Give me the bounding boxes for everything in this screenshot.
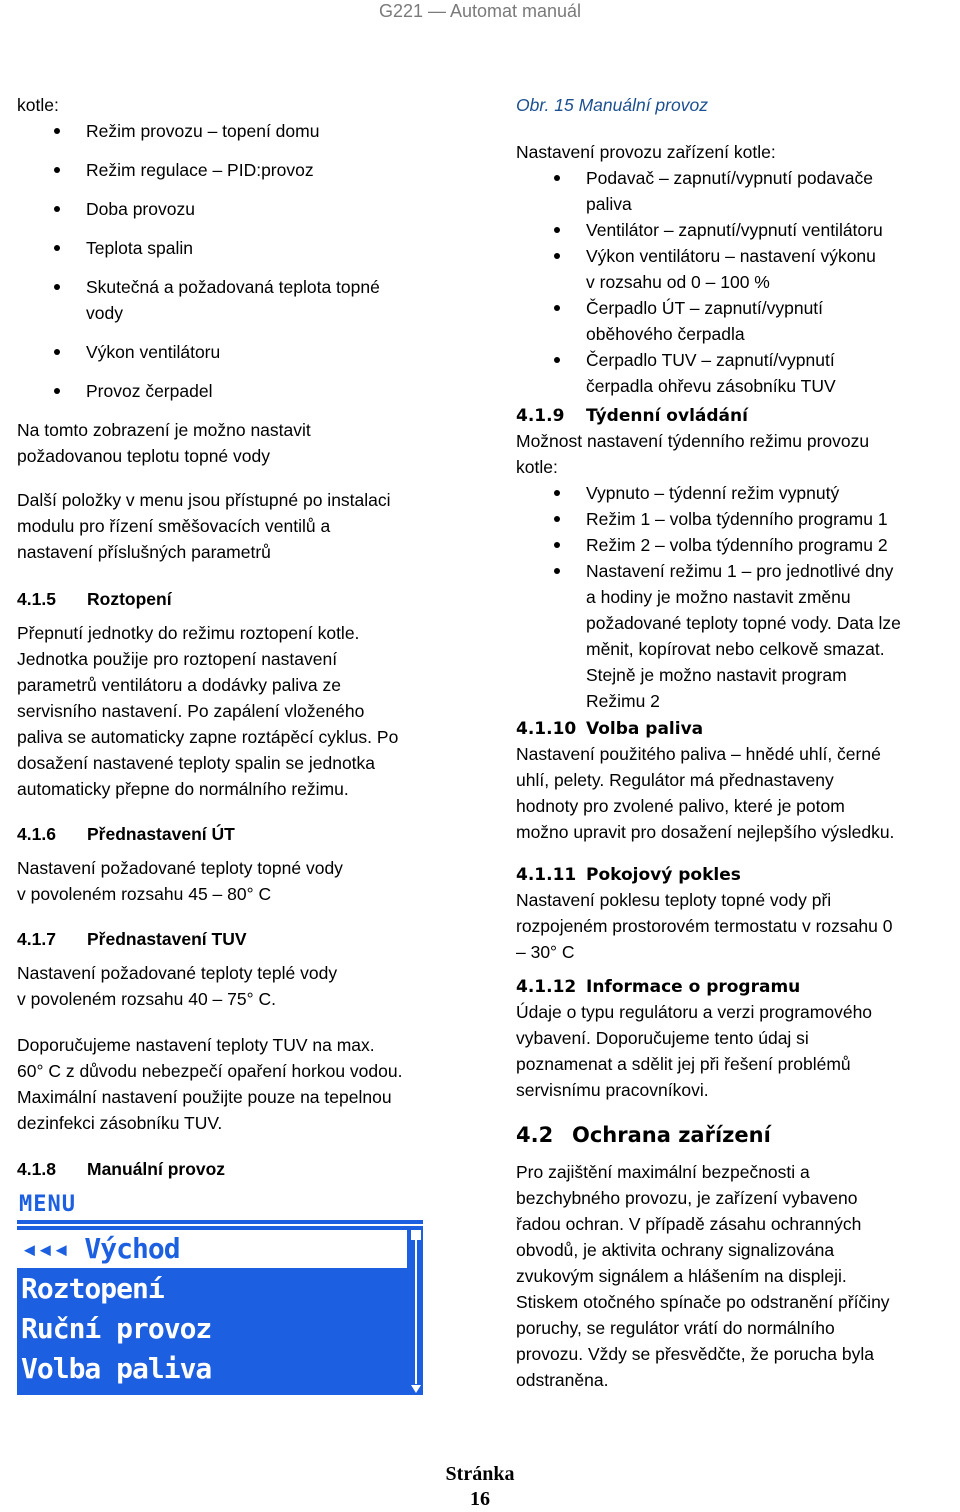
text-line: Nastavení poklesu teploty topné vody při	[516, 890, 832, 910]
list-item: Doba provozu	[17, 196, 457, 235]
right-intro	[516, 139, 946, 165]
text-line: požadovanou teplotu topné vody	[17, 446, 270, 466]
list-item: Režim provozu – topení domu	[17, 118, 457, 157]
bullet-icon	[54, 245, 60, 251]
bullet-icon	[54, 284, 60, 290]
scroll-down-arrow-icon	[411, 1385, 421, 1393]
bullet-icon	[554, 516, 560, 522]
text-line: možno upravit pro dosažení nejlepšího výsledku.	[516, 822, 895, 842]
left-paragraph-1	[17, 417, 457, 469]
bullet-icon	[554, 227, 560, 233]
text-line: provozu. Vždy se přesvědčte, že porucha byla	[516, 1344, 874, 1364]
text-line: Přepnutí jednotky do režimu roztopení kotle.	[17, 623, 360, 643]
text-line: servisního nastavení. Po zapálení vloženého	[17, 701, 365, 721]
lcd-divider	[17, 1220, 423, 1224]
list-item: Výkon ventilátoru	[17, 339, 457, 378]
list-item: Režim 1 – volba týdenního programu 1	[516, 506, 946, 532]
right-bullet-list	[516, 165, 946, 399]
section-4-1-12	[516, 975, 946, 1103]
text-line: Nastavení použitého paliva – hnědé uhlí, černé	[516, 744, 881, 764]
section-4-1-6	[17, 822, 457, 907]
list-item: Provoz čerpadel	[17, 378, 457, 417]
text-line: paliva se automaticky zapne roztápěcí cyklus. Po	[17, 727, 399, 747]
text-line: vybavení. Doporučujeme tento údaj si	[516, 1028, 809, 1048]
bullet-icon	[554, 305, 560, 311]
text-line: Stiskem otočného spínače po odstranění příčiny	[516, 1292, 890, 1312]
bullet-icon	[54, 128, 60, 134]
bullet-icon	[554, 542, 560, 548]
section-heading: 4.1.6 Přednastavení ÚT	[17, 824, 235, 844]
section-4-1-8	[17, 1157, 457, 1181]
lcd-menu-item-roztopeni: Roztopení	[17, 1270, 407, 1308]
scroll-thumb	[411, 1230, 421, 1240]
text-line: obvodů, je aktivita ochrany signalizována	[516, 1240, 835, 1260]
section-heading: 4.1.7 Přednastavení TUV	[17, 929, 247, 949]
text-line: v povoleném rozsahu 45 – 80° C	[17, 884, 272, 904]
text-line: Údaje o typu regulátoru a verzi programového	[516, 1002, 873, 1022]
left-bullet-list	[17, 118, 457, 417]
text-line: hodnoty pro zvolené palivo, které je potom	[516, 796, 845, 816]
section-4-1-11	[516, 863, 946, 965]
bullet-icon	[554, 490, 560, 496]
section-heading: 4.2 Ochrana zařízení	[516, 1123, 771, 1147]
section-4-2	[516, 1120, 946, 1393]
lcd-scrollbar	[409, 1226, 423, 1395]
section-heading: 4.1.8 Manuální provoz	[17, 1159, 226, 1179]
text-line: uhlí, pelety. Regulátor má přednastaveny	[516, 770, 834, 790]
scroll-track	[415, 1234, 417, 1384]
text-line: dezinfekci zásobníku TUV.	[17, 1113, 223, 1133]
section-heading: 4.1.5 Roztopení	[17, 589, 172, 609]
text-line: – 30° C	[516, 942, 575, 962]
bullet-icon	[54, 349, 60, 355]
text-line: parametrů ventilátoru a dodávky paliva ze	[17, 675, 341, 695]
text-line: Jednotka použije pro roztopení nastavení	[17, 649, 338, 669]
page-number: 16	[470, 1488, 490, 1510]
text-line: kotle:	[516, 457, 558, 477]
bullet-icon	[554, 253, 560, 259]
text-line: dosažení nastavené teploty spalin se jednotka	[17, 753, 376, 773]
weekly-bullet-list	[516, 480, 946, 714]
lcd-title-bar	[17, 1192, 423, 1222]
lcd-menu-item-volba-paliva: Volba paliva	[17, 1350, 407, 1388]
text-line: Nastavení požadované teploty topné vody	[17, 858, 343, 878]
list-item: Ventilátor – zapnutí/vypnutí ventilátoru	[516, 217, 946, 243]
section-heading: 4.1.11 Pokojový pokles	[516, 865, 741, 885]
list-item: Podavač – zapnutí/vypnutí podavače paliva	[516, 165, 946, 217]
section-4-1-5	[17, 587, 457, 802]
list-item: Skutečná a požadovaná teplota topné vody	[17, 274, 457, 339]
text-line: Další položky v menu jsou přístupné po instalaci	[17, 490, 391, 510]
section-heading: 4.1.12 Informace o programu	[516, 977, 801, 997]
text-line: v povoleném rozsahu 40 – 75° C.	[17, 989, 276, 1009]
text-line: automaticky přepne do normálního režimu.	[17, 779, 349, 799]
text-line: modulu pro řízení směšovacích ventilů a	[17, 516, 331, 536]
page-label: Stránka	[445, 1463, 515, 1485]
section-4-1-9	[516, 404, 946, 480]
text-line: poruchy, se regulátor vrátí do normálního	[516, 1318, 835, 1338]
page-footer	[400, 1462, 560, 1512]
bullet-icon	[54, 206, 60, 212]
list-item: Nastavení režimu 1 – pro jednotlivé dny a hodiny je možno nastavit změnu požadované teploty topné vody. Data lze měnit, kopírovat nebo celkově smazat. Stejně je možno nastavit program Režimu 2	[516, 558, 946, 714]
intro-label: kotle:	[17, 95, 59, 115]
text-line: Možnost nastavení týdenního režimu provozu	[516, 431, 870, 451]
figure-caption	[516, 92, 946, 118]
text-line: servisnímu pracovníkovi.	[516, 1080, 709, 1100]
text-line: zvukovým signálem a hlášením na displeji.	[516, 1266, 847, 1286]
bullet-icon	[554, 568, 560, 574]
bullet-icon	[554, 175, 560, 181]
lcd-menu-item-rucni-provoz: Ruční provoz	[17, 1310, 407, 1348]
left-paragraph-2	[17, 487, 457, 565]
text-line: řadou ochran. V případě zásahu ochranných	[516, 1214, 862, 1234]
left-column	[17, 92, 457, 118]
section-heading: 4.1.9 Týdenní ovládání	[516, 406, 748, 426]
list-item: Čerpadlo ÚT – zapnutí/vypnutí oběhového čerpadla	[516, 295, 946, 347]
section-4-1-10	[516, 717, 946, 845]
lcd-menu-screenshot	[17, 1192, 423, 1395]
bullet-icon	[554, 357, 560, 363]
text-line: Nastavení provozu zařízení kotle:	[516, 142, 776, 162]
text-line: Doporučujeme nastavení teploty TUV na max.	[17, 1035, 375, 1055]
text-line: bezchybného provozu, je zařízení vybaveno	[516, 1188, 858, 1208]
text-line: Maximální nastavení použijte pouze na tepelnou	[17, 1087, 392, 1107]
page-header: G221 — Automat manuál	[378, 1, 582, 21]
text-line: rozpojeném prostorovém termostatu v rozsahu 0	[516, 916, 893, 936]
lcd-menu-item-exit: ◂◂◂ Východ	[17, 1230, 407, 1268]
list-item: Výkon ventilátoru – nastavení výkonu v rozsahu od 0 – 100 %	[516, 243, 946, 295]
section-4-1-7	[17, 927, 457, 1136]
text-line: poznamenat a sdělit jej při řešení problémů	[516, 1054, 851, 1074]
text-line: odstraněna.	[516, 1370, 609, 1390]
bullet-icon	[54, 167, 60, 173]
text-line: 60° C z důvodu nebezpečí opaření horkou vodou.	[17, 1061, 403, 1081]
text-line: Nastavení požadované teploty teplé vody	[17, 963, 338, 983]
list-item: Čerpadlo TUV – zapnutí/vypnutí čerpadla ohřevu zásobníku TUV	[516, 347, 946, 399]
text-line: Obr. 15 Manuální provoz	[516, 95, 708, 115]
section-heading: 4.1.10 Volba paliva	[516, 719, 704, 739]
text-line: Na tomto zobrazení je možno nastavit	[17, 420, 311, 440]
list-item: Režim regulace – PID:provoz	[17, 157, 457, 196]
text-line: nastavení příslušných parametrů	[17, 542, 271, 562]
list-item: Režim 2 – volba týdenního programu 2	[516, 532, 946, 558]
bullet-icon	[54, 388, 60, 394]
list-item: Teplota spalin	[17, 235, 457, 274]
text-line: Pro zajištění maximální bezpečnosti a	[516, 1162, 810, 1182]
list-item: Vypnuto – týdenní režim vypnutý	[516, 480, 946, 506]
lcd-title: MENU	[19, 1192, 76, 1217]
